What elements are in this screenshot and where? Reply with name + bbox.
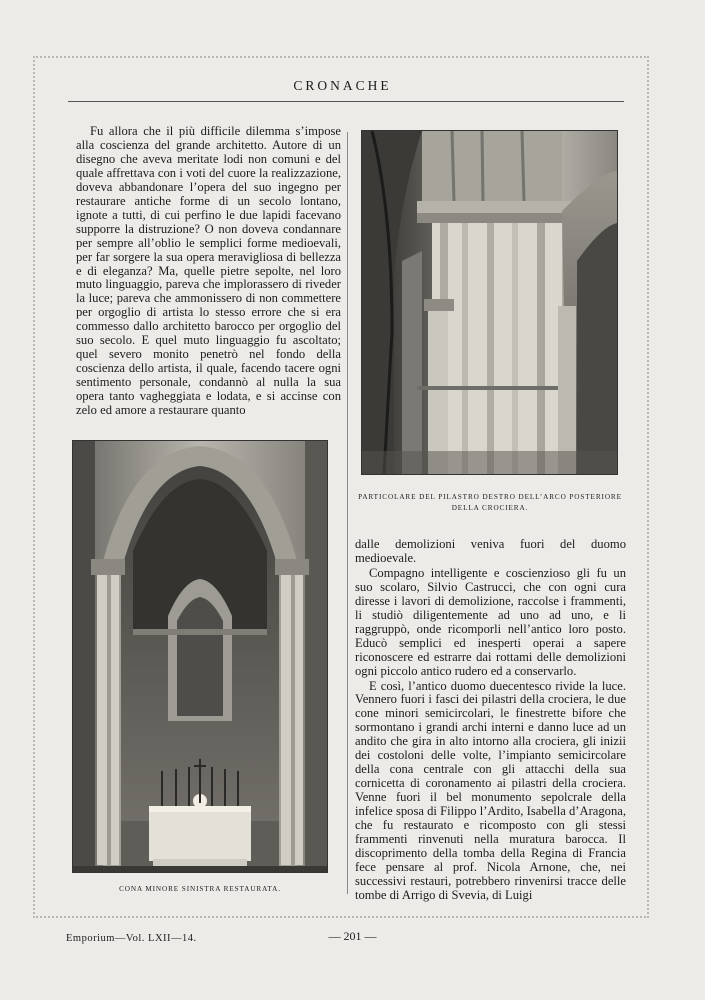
- pillar-photo-caption: [356, 492, 624, 514]
- pillar-photo-illustration: [362, 131, 617, 474]
- header-rule: [68, 101, 624, 102]
- pillar-caption-line1: PARTICOLARE DEL PILASTRO DESTRO DELL’ARCO POSTERIORE: [358, 493, 622, 501]
- apse-photo-caption: CONA MINORE SINISTRA RESTAURATA.: [119, 885, 281, 893]
- page-number: — 201 —: [328, 929, 377, 943]
- left-column-text: [76, 125, 341, 418]
- right-paragraph-2: Compagno intelligente e coscienzioso gli fu un suo scolaro, Silvio Castrucci, che con ogni cura diresse i lavori di demolizione, raccolse i frammenti, li studiò diligentemente ad uno ad uno, e li raggruppò, onde ricomporli nell’antico loro posto. Educò semplici ed inesperti operai a sapere riconoscere ed estrarre dai rottami delle demolizioni ogni piccolo antico rudero ed a conservarlo.: [355, 565, 626, 678]
- pillar-photo: [362, 131, 617, 474]
- right-paragraph-3: E così, l’antico duomo duecentesco rivide la luce. Vennero fuori i fasci dei pilastri della crociera, le due cone minori semicircolari, le finestrette bifore che sormontano i grandi archi interni e danno luce ad un andito che gira in alto intorno alla crociera, gli inizii dei costoloni delle volte, l’impianto semicircolare della cona centrale con gli attacchi della sua cornicetta di coronamento ai pilastri della crociera. Venne fuori il bel monumento sepolcrale della infelice sposa di Filippo l’Ardito, Isabella d’Aragona, che fu restaurato e ricomposto con gli stessi frammenti rinvenuti nella muratura barocca. Il discoprimento della tomba della Regina di Francia fece pensare al prof. Nicola Arnone, che, nei successivi restauri, potrebbero rinvenirsi tracce delle tombe di Arrigo di Svevia, di Luigi: [355, 678, 626, 902]
- left-paragraph: Fu allora che il più difficile dilemma s’impose alla coscienza del grande architetto. Autore di un disegno che aveva meritate lodi non comuni e del quale affrettava con i voti del cuore la realizzazione, doveva abbandonare l’opera del suo ingegno per restaurare antiche forme di un secolo lontano, ignote a tutti, di cui perfino le due lapidi facevano supporre la distruzione? O non doveva condannare per sempre all’oblio le semplici forme medioevali, per far sorgere la sua opera meravigliosa di bellezza e di eleganza? Ma, quelle pietre sepolte, nel loro muto linguaggio, pareva che implorassero di riveder la luce; pareva che ammonissero di non commettere per orgoglio di artista lo stesso errore che si era commesso dallo architetto barocco per orgoglio del suo secolo. E quel muto linguaggio fu ascoltato; quel severo monito penetrò nel fondo della coscienza dello artista, il quale, facendo tacere ogni sentimento personale, condannò al nulla la sua opera tanto vagheggiata e lodata, e si accinse con zelo ed amore a restaurare quanto: [76, 124, 341, 418]
- pillar-caption-line2: DELLA CROCIERA.: [451, 504, 529, 512]
- journal-footer: Emporium—Vol. LXII—14.: [66, 933, 197, 944]
- apse-photo: [73, 441, 327, 872]
- apse-photo-illustration: [73, 441, 327, 872]
- page-header: CRONACHE: [293, 78, 392, 93]
- column-divider: [347, 132, 348, 894]
- right-column-text: [355, 538, 626, 903]
- right-paragraph-1: dalle demolizioni veniva fuori del duomo medioevale.: [355, 537, 626, 565]
